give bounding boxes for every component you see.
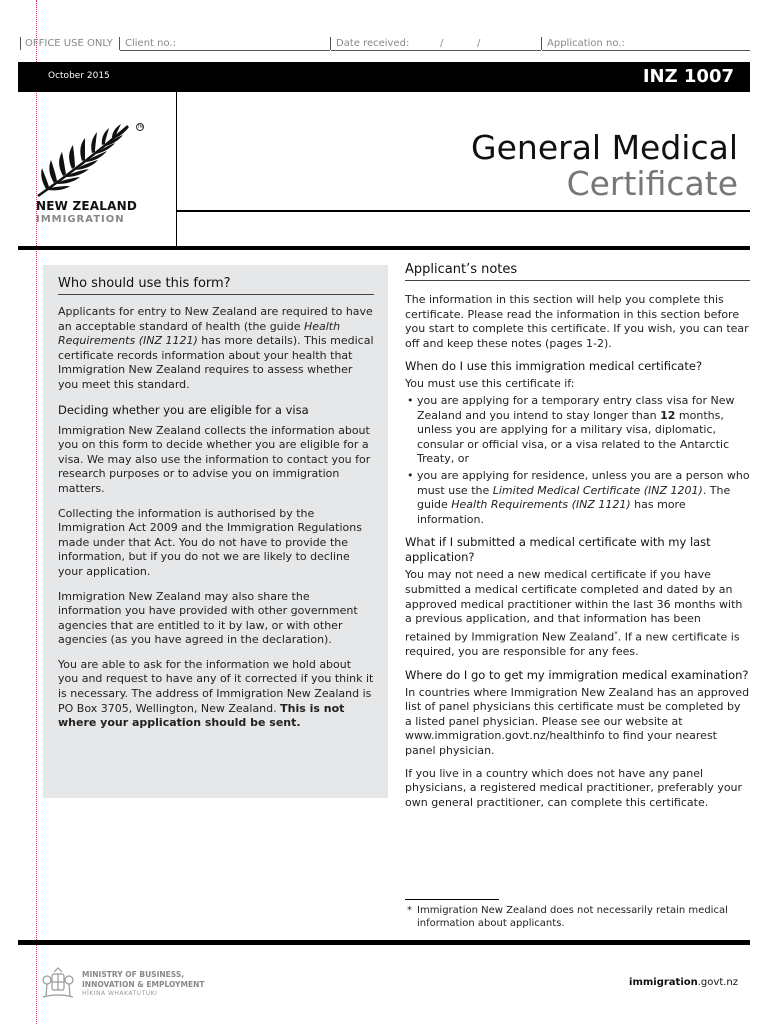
client-no-label: Client no.:: [125, 38, 176, 49]
logo-text-immigration: IMMIGRATION: [36, 214, 125, 225]
silver-fern-icon: [36, 120, 151, 198]
trademark-mark: TM: [137, 124, 143, 129]
coat-of-arms-icon: [40, 966, 76, 1000]
immigration-nz-logo: [36, 120, 171, 230]
logo-divider: [176, 92, 177, 247]
paragraph: Immigration New Zealand may also share the information you have provided with other government agencies that are entitled to it by law, or with other agencies (as you have agreed in the declaration).: [58, 589, 358, 647]
logo-text-new-zealand: NEW ZEALAND: [36, 199, 137, 213]
footnote-text: Immigration New Zealand does not necessarily retain medical information about applicants.: [417, 905, 728, 929]
ministry-name-line-2: INNOVATION & EMPLOYMENT: [82, 980, 205, 989]
application-no-label: Application no.:: [547, 38, 625, 49]
list-item: • you are applying for residence, unless you are a person who must use the Limited Medical Certificate (INZ 1201). The guide Health Requirements (INZ 1121) has more information.: [405, 469, 750, 527]
paragraph: You must use this certificate if:: [405, 377, 575, 391]
website-url[interactable]: immigration.govt.nz: [629, 977, 738, 988]
question-heading: Where do I go to get my immigration medical examination?: [405, 667, 749, 682]
list-item: • you are applying for a temporary entry class visa for New Zealand and you intend to stay longer than 12 months, unless you are applying for a military visa, diplomatic, consular or official visa, or a visa related to the Antarctic Treaty, or: [405, 394, 750, 467]
footnote: [405, 904, 750, 930]
footnote-rule: [405, 899, 499, 900]
paragraph: The information in this section will help you complete this certificate. Please read the information in this section before you start to complete this certificate. If you wish, you can tear off and keep these notes (pages 1-2).: [405, 293, 749, 350]
footer-rule: [18, 940, 750, 945]
criteria-list: [405, 394, 750, 527]
ministry-logo: [40, 966, 260, 1000]
header-rule: [18, 246, 750, 250]
paragraph: In countries where Immigration New Zealand has an approved list of panel physicians this certificate must be completed by a listed panel physician. Please see our website at www.immigration.govt.nz/healthinfo to find your nearest panel physician.: [405, 685, 750, 757]
page-title: [471, 130, 738, 202]
date-separator: /: [477, 38, 481, 49]
question-heading: What if I submitted a medical certificate with my last application?: [405, 535, 711, 565]
who-should-use-panel: [43, 265, 388, 798]
office-use-strip: [20, 33, 750, 53]
title-rule: [177, 210, 750, 212]
header-band: [18, 62, 750, 92]
notes-heading: Applicant’s notes: [405, 262, 750, 281]
date-received-label: Date received:: [336, 38, 410, 49]
paragraph: If you live in a country which does not have any panel physicians, a registered medical practitioner, preferably your own general practitioner, can complete this certificate.: [405, 766, 743, 809]
paragraph: You are able to ask for the information we hold about you and request to have any of it corrected if you think it is necessary. The address of Immigration New Zealand is PO Box 3705, Wellington, New Zealand. This is not where your application should be sent.: [58, 657, 374, 730]
panel-subheading: Deciding whether you are eligible for a visa: [58, 402, 309, 417]
footnote-mark: *: [407, 905, 412, 916]
form-code: INZ 1007: [642, 66, 734, 87]
date-separator: /: [440, 38, 444, 49]
ministry-name-line-1: MINISTRY OF BUSINESS,: [82, 970, 185, 979]
paragraph: You may not need a new medical certificate if you have submitted a medical certificate completed and dated by an approved medical practitioner within the last 36 months with a previous application, and that information has been retained by Immigration New Zealand*. If a new certificate is required, you are responsible for any fees.: [405, 568, 743, 658]
title-line-1: General Medical: [471, 128, 738, 167]
panel-heading: Who should use this form?: [58, 276, 374, 295]
office-use-only-label: OFFICE USE ONLY: [25, 38, 113, 49]
ministry-maori-name: HĪKINA WHAKATUTUKI: [82, 990, 158, 997]
issue-date: October 2015: [48, 71, 110, 81]
paragraph: Collecting the information is authorised by the Immigration Act 2009 and the Immigration Regulations made under that Act. You do not have to provide the information, but if you do not we are likely to decline your application.: [58, 506, 362, 578]
paragraph: Immigration New Zealand collects the information about you on this form to decide whether you are eligible for a visa. We may also use the information to contact you for research purposes or to advise you on immigration matters.: [58, 423, 371, 495]
question-heading: When do I use this immigration medical certificate?: [405, 359, 703, 374]
title-line-2: Certificate: [566, 164, 738, 203]
paragraph: Applicants for entry to New Zealand are required to have an acceptable standard of health (the guide Health Requirements (INZ 1121) has more details). This medical certificate records information about your health that Immigration New Zealand requires to assess whether you meet this standard.: [58, 305, 374, 391]
applicants-notes: [405, 262, 750, 818]
